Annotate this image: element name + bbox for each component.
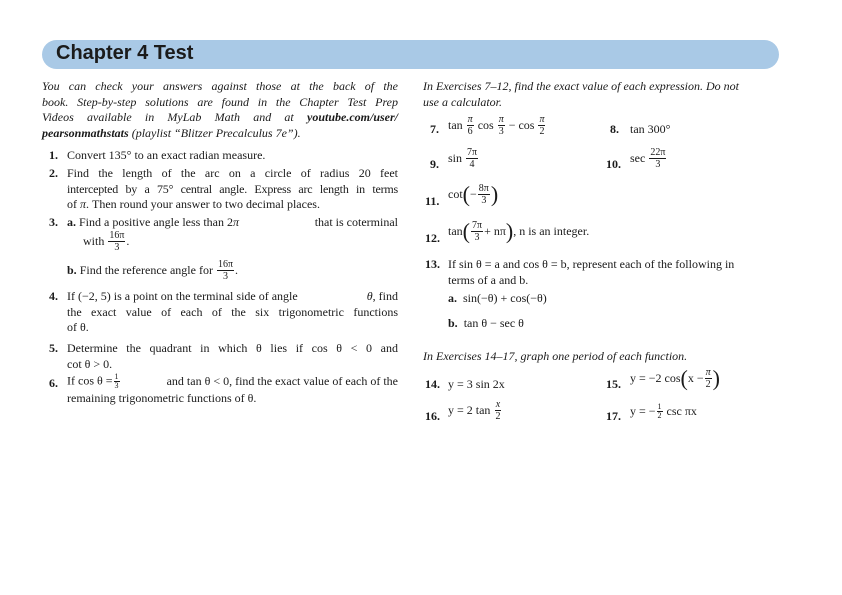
denominator: 4 [469,159,475,170]
exercise-line [67,289,398,305]
numerator: 1 [657,402,662,411]
exercise-number: 12. [425,231,440,245]
denominator: 2 [495,411,501,422]
exercise-13b [448,316,524,331]
part-label: a. [448,291,457,305]
numerator: π [539,114,545,125]
text: − cos [508,118,535,132]
youtube-link[interactable]: youtube.com/user/ [307,110,399,124]
exercise-number: 6. [49,376,58,390]
chapter-title: Chapter 4 Test [56,42,194,64]
numerator: π [705,367,711,378]
exercise-number: 8. [610,122,619,136]
numerator: 7π [472,220,483,231]
exercise-number: 3. [49,215,58,229]
exercise-number: 9. [430,157,439,171]
exercise-13a [448,291,547,306]
text: . Then round your answer to two decimal places. [86,197,320,211]
numerator: π [498,114,504,125]
fraction [494,399,501,422]
exercise-line: Determine the quadrant in which θ lies if cos θ < 0 and [67,341,398,355]
exercise-6-line1 [67,373,398,390]
text: tan [448,224,463,238]
numerator: 16π [109,230,125,241]
denominator: 3 [114,381,119,390]
exercise-number: 16. [425,409,440,423]
exercise-3a [67,215,398,230]
text: that is coterminal [314,215,398,229]
left-paren: ( [680,365,688,391]
exercise-line [67,197,398,213]
exercise-line: If sin θ = a and cos θ = b, represent each of the following in [448,257,735,271]
group2-instructions [423,79,779,110]
numerator: 16π [217,259,234,270]
text: csc πx [666,404,697,418]
text: y = 2 tan [448,403,491,417]
fraction [466,147,478,170]
denominator: 6 [467,126,473,137]
exercise-line: cot θ > 0. [67,356,113,371]
denominator: 3 [481,195,487,206]
intro-text: Videos available in MyLab Math and at [42,110,294,124]
exercise-number: 2. [49,166,58,180]
right-paren: ) [490,181,499,207]
exercise-13-text [448,257,779,288]
fraction [705,367,712,390]
right-paren: ) [712,365,720,391]
fraction [478,183,490,206]
numerator: 1 [114,372,119,381]
fraction [217,259,234,282]
right-paren: ) [505,218,514,244]
exercise-line: of θ. [67,320,89,334]
text: cos [477,118,494,132]
denominator: 3 [655,159,661,170]
text: If cos θ = [67,373,113,388]
fraction [649,147,666,170]
denominator: 2 [705,379,711,390]
exercise-17-expr [630,403,697,420]
intro-line: You can check your answers against those at the back of the [42,79,398,93]
exercise-number: 1. [49,148,58,162]
text: y = − [630,404,656,418]
intro-text: (playlist “Blitzer Precalculus 7e”). [131,125,301,140]
intro-line [42,126,398,142]
fraction [471,220,483,243]
youtube-link-cont[interactable]: pearsonmathstats [42,125,129,140]
text: sin(−θ) + cos(−θ) [463,291,547,305]
text: sec [630,151,646,165]
denominator: 2 [657,411,662,420]
fraction [108,230,125,253]
instruction-line: In Exercises 7–12, find the exact value of each expression. Do not [423,79,740,93]
exercise-10-expr [630,147,667,170]
pi-symbol: π [80,197,87,211]
denominator: 3 [474,232,480,243]
group3-instructions: In Exercises 14–17, graph one period of each function. [423,349,688,363]
exercise-number: 14. [425,377,440,391]
instruction-line: use a calculator. [423,94,502,109]
denominator: 3 [114,242,120,253]
text: sin [448,151,463,165]
exercise-4-text [67,289,398,336]
exercise-5-text [67,341,398,372]
text: − [470,187,477,201]
exercise-number: 7. [430,122,439,136]
text: Find a positive angle less than 2 [79,215,233,229]
text: , n is an integer. [513,224,590,238]
exercise-number: 11. [425,194,440,208]
numerator: 7π [467,147,478,158]
fraction [467,114,474,137]
exercise-number: 5. [49,341,58,355]
text: , find [372,289,398,303]
exercise-3b: b. Find the reference angle for $\frac{16\pi}{3}$ . [67,259,239,282]
exercise-number: 10. [606,157,621,171]
exercise-11-expr [448,183,498,206]
text: tan [448,118,463,132]
denominator: 2 [539,126,545,137]
numerator: 8π [478,183,489,194]
text: tan θ − sec θ [463,316,524,330]
exercise-line: intercepted by a 75° central angle. Express arc length in terms [67,181,398,196]
exercise-16-expr [448,399,502,422]
text: Find the reference angle for [79,263,213,277]
text: x − [687,371,704,385]
exercise-line: Find the length of the arc on a circle of radius 20 feet [67,166,398,180]
exercise-number: 4. [49,289,58,303]
exercise-12-expr [448,220,589,243]
exercise-number: 17. [606,409,621,423]
exercise-9-expr [448,147,479,170]
text: of [67,197,77,211]
exercise-3a-with: with $\frac{16\pi}{3}$ . [83,230,130,253]
numerator: 22π [650,147,666,158]
pi-symbol: π [232,215,239,229]
part-label: b. [67,263,77,277]
part-label: b. [448,316,458,330]
chapter-header-banner [42,40,779,69]
fraction [538,114,545,137]
intro-paragraph [42,79,398,141]
part-label: a. [67,215,76,229]
exercise-8-expr: tan 300° [630,122,671,136]
numerator: x [495,399,501,410]
fraction [657,403,663,420]
left-paren: ( [462,181,470,207]
numerator: π [467,114,473,125]
exercise-number: 13. [425,257,440,271]
exercise-1-text: Convert 135° to an exact radian measure. [67,148,266,162]
denominator: 3 [498,126,504,137]
exercise-7-expr [448,114,546,137]
fraction [498,114,505,137]
fraction [114,373,120,390]
text: cot [448,187,463,201]
exercise-line: the exact value of each of the six trigonometric functions [67,304,398,319]
exercise-6-line2: remaining trigonometric functions of θ. [67,391,257,405]
exercise-number: 15. [606,377,621,391]
exercise-14-expr: y = 3 sin 2x [448,377,505,391]
text: + nπ [484,224,506,238]
exercise-line: terms of a and b. [448,272,529,287]
denominator: 3 [222,271,228,282]
exercise-2-text [67,166,398,213]
exercise-15-expr [630,367,720,390]
intro-line: book. Step-by-step solutions are found in the Chapter Test Prep [42,94,398,109]
left-paren: ( [462,218,470,244]
intro-line [42,110,398,126]
theta-symbol: θ [366,289,373,303]
text: y = −2 cos [630,371,681,385]
text: and tan θ < 0, find the exact value of each of the [166,374,398,388]
text: with [83,234,105,248]
text: If (−2, 5) is a point on the terminal side of angle [67,289,298,303]
